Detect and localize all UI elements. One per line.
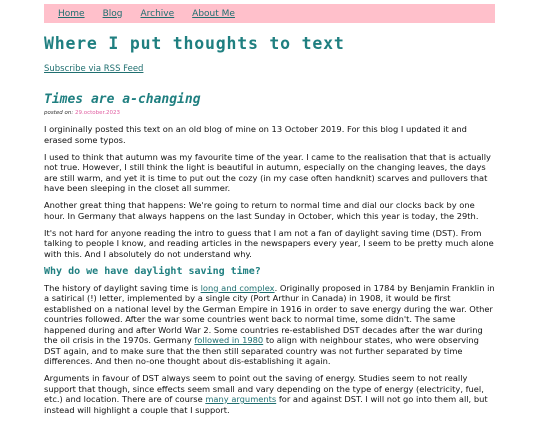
- paragraph-normal-time: Another great thing that happens: We're going to return to normal time and dial our clocks back by one hour. In Germany that always happens on the last Sunday in October, which this year is today, the 29th.: [44, 200, 479, 221]
- post-content: [44, 124, 496, 422]
- posted-on-label: posted on:: [44, 110, 74, 116]
- section-title: Why do we have daylight saving time?: [44, 266, 261, 277]
- nav-blog-link[interactable]: Blog: [102, 8, 123, 19]
- followed-in-1980-link[interactable]: followed in 1980: [194, 335, 264, 345]
- paragraph-autumn: I used to think that autumn was my favourite time of the year. I came to the realisation that that is actually not true. However, I still think the light is beautiful in autumn, especially on the changing leaves, the days are still warm, and yet it is time to put out the cozy (in my case often handknit) scarves and pullovers that have been sleeping in the closet all summer.: [44, 151, 491, 193]
- text-run: Arguments in favour of DST always seem to point out the saving of energy. Studies seem to not really support that though, since effects seem small and vary depending on the type of energy (electricity, fuel, etc.) and location. There are of course: [44, 373, 484, 404]
- rss-subscribe-link[interactable]: Subscribe via RSS Feed: [44, 64, 144, 74]
- text-run: . Originally proposed in 1784 by Benjamin Franklin in a satirical (!) letter, implemented by a single city (Port Arthur in Canada) in 1908, it would be first established on a national level by the German Empire in 1916 in order to save energy during the war. Other countries followed. After the war some countries went back to normal time, some didn't. The same happened during and after World War 2. Some countries re-established DST decades after the war during the oil crisis in the 1970s. Germany: [44, 282, 495, 345]
- nav-about-link[interactable]: About Me: [192, 8, 235, 19]
- text-run: to align with neighbour states, who were observing DST again, and to make sure that the then still separated country was not further separated by time differences. And then no-one thought about dis-establishing it again.: [44, 335, 479, 366]
- text-run: for and against DST. I will not go into them all, but instead will highlight a couple that I support.: [44, 394, 488, 415]
- nav-archive-link[interactable]: Archive: [140, 8, 175, 19]
- paragraph-dst-history: [44, 283, 496, 367]
- post-title: Times are a-changing: [44, 92, 201, 107]
- many-arguments-link[interactable]: many arguments: [205, 394, 277, 404]
- site-title: Where I put thoughts to text: [44, 34, 345, 53]
- top-nav: [44, 4, 495, 23]
- text-run: The history of daylight saving time is: [44, 282, 201, 293]
- post-date: 29.october.2023: [74, 110, 121, 116]
- paragraph-dst-opinion: It's not hard for anyone reading the intro to guess that I am not a fan of daylight saving time (DST). From talking to people I know, and reading articles in the newspapers every year, I seem to be pretty much alone with this. And I absolutely do not understand why.: [44, 227, 494, 259]
- paragraph-dst-arguments: [44, 373, 496, 415]
- long-and-complex-link[interactable]: long and complex: [200, 282, 275, 293]
- nav-home-link[interactable]: Home: [58, 8, 85, 19]
- paragraph-intro: I orgininally posted this text on an old blog of mine on 13 October 2019. For this blog I updated it and erased some typos.: [44, 124, 467, 145]
- post-meta: [44, 110, 120, 116]
